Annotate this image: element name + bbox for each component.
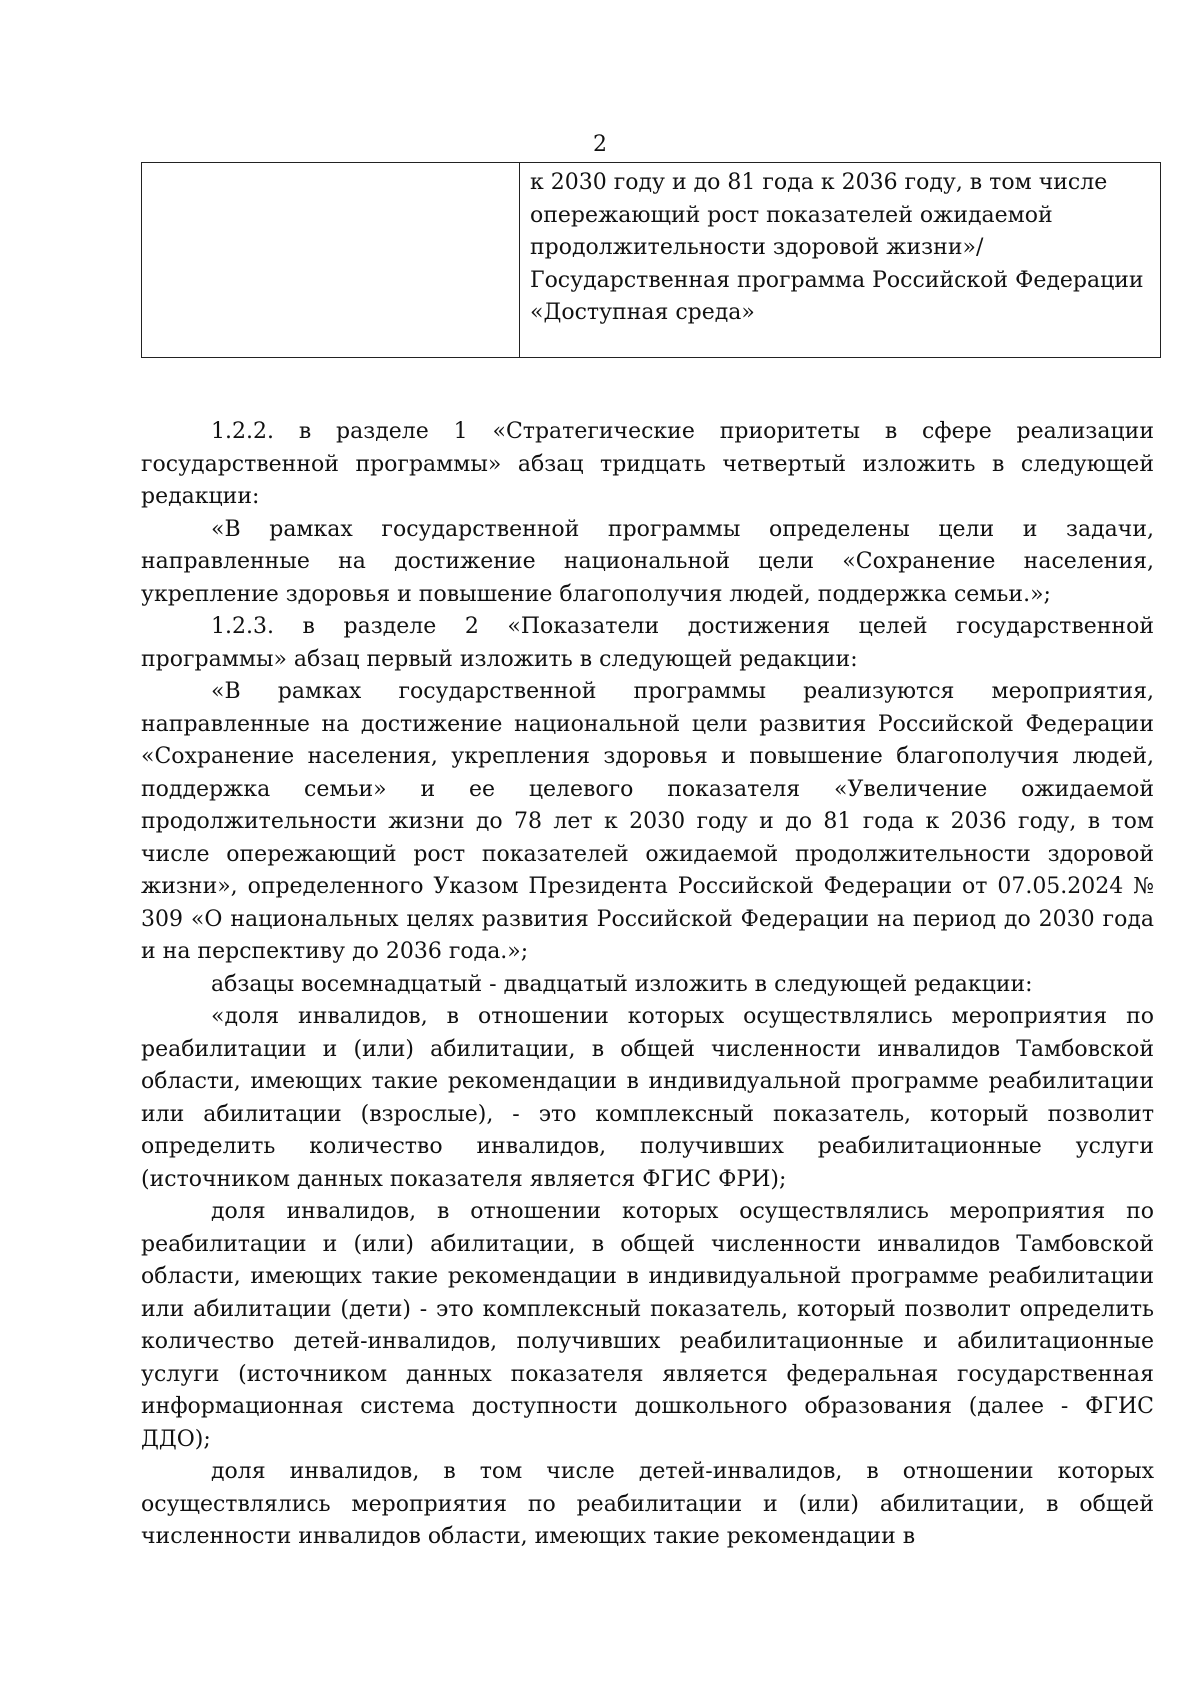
table-row: [142, 163, 1161, 358]
paragraph-1-2-2: 1.2.2. в разделе 1 «Стратегические приоритеты в сфере реализации государственной программы» абзац тридцать четвертый изложить в следующей редакции:: [141, 419, 1154, 509]
table-cell-left: [142, 163, 520, 358]
paragraph-share-all: доля инвалидов, в том числе детей-инвалидов, в отношении которых осуществлялись мероприятия по реабилитации и (или) абилитации, в общей численности инвалидов области, имеющих такие рекомендации в: [141, 1459, 1154, 1549]
paragraph-quote-measures: «В рамках государственной программы реализуются мероприятия, направленные на достижение национальной цели развития Российской Федерации «Сохранение населения, укрепления здоровья и повышение благополучия людей, поддержка семьи» и ее целевого показателя «Увеличение ожидаемой продолжительности жизни до 78 лет к 2030 году и до 81 года к 2036 году, в том числе опережающий рост показателей ожидаемой продолжительности здоровой жизни», определенного Указом Президента Российской Федерации от 07.05.2024 № 309 «О национальных целях развития Российской Федерации на период до 2030 года и на перспективу до 2036 года.»;: [141, 679, 1154, 964]
paragraph-1-2-3: 1.2.3. в разделе 2 «Показатели достижения целей государственной программы» абзац первый изложить в следующей редакции:: [141, 614, 1154, 672]
continuation-table: [141, 162, 1161, 358]
paragraph-share-adults: «доля инвалидов, в отношении которых осуществлялись мероприятия по реабилитации и (или) абилитации, в общей численности инвалидов Тамбовской области, имеющих такие рекомендации в индивидуальной программе реабилитации или абилитации (взрослые), - это комплексный показатель, который позволит определить количество инвалидов, получивших реабилитационные услуги (источником данных показателя является ФГИС ФРИ);: [141, 1004, 1154, 1192]
paragraph-quote-goals: «В рамках государственной программы определены цели и задачи, направленные на достижение национальной цели «Сохранение населения, укрепление здоровья и повышение благополучия людей, поддержка семьи.»;: [141, 516, 1154, 607]
table-cell-right: к 2030 году и до 81 года к 2036 году, в том числе опережающий рост показателей ожидаемой продолжительности здоровой жизни»/Государственная программа Российской Федерации «Доступная среда»: [520, 163, 1161, 358]
document-body: [141, 416, 1154, 1554]
paragraph-share-children: доля инвалидов, в отношении которых осуществлялись мероприятия по реабилитации и (или) абилитации, в общей численности инвалидов Тамбовской области, имеющих такие рекомендации в индивидуальной программе реабилитации или абилитации (дети) - это комплексный показатель, который позволит определить количество детей-инвалидов, получивших реабилитационные и абилитационные услуги (источником данных показателя является федеральная государственная информационная система доступности дошкольного образования (далее - ФГИС ДДО);: [141, 1199, 1154, 1452]
paragraph-paragraphs-18-20: абзацы восемнадцатый - двадцатый изложить в следующей редакции:: [211, 971, 1033, 997]
page-number: 2: [593, 132, 607, 157]
